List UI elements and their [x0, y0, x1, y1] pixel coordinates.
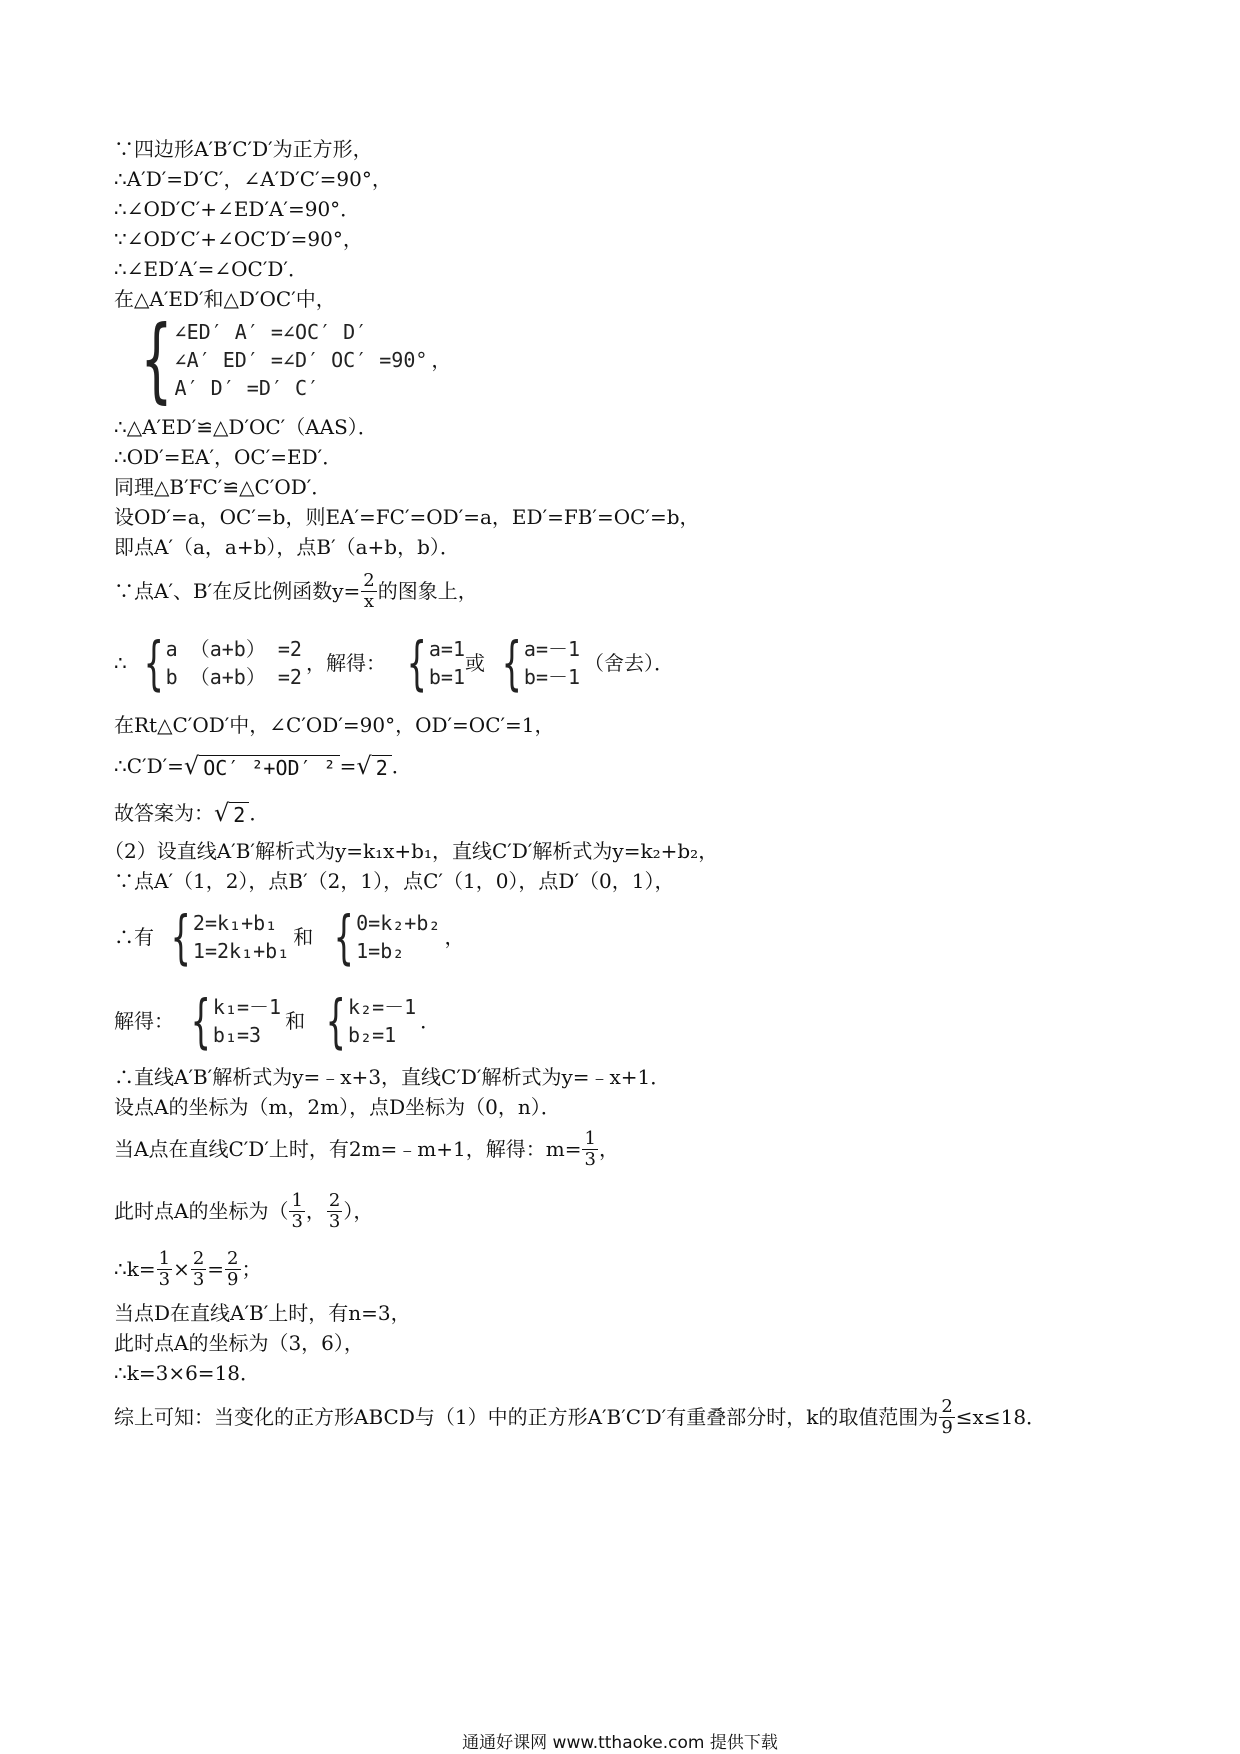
fraction-denominator: x — [363, 590, 375, 612]
text-fragment: × — [173, 1257, 190, 1281]
equation-row: 1=2k₁+b₁ — [192, 939, 290, 963]
fraction-numerator: 1 — [158, 1247, 171, 1269]
equation-row: a （a+b） =2 — [165, 637, 302, 661]
text-fragment: ， — [598, 1137, 619, 1161]
answer-line — [114, 796, 269, 830]
text-fragment: 和 — [293, 925, 314, 949]
text-fragment: ）， — [343, 1199, 374, 1223]
text-fragment: ∴k= — [114, 1257, 156, 1281]
text-fragment: = — [207, 1257, 225, 1281]
equation-row: 1=b₂ — [356, 939, 405, 963]
text-line: 当点D在直线A′B′上时，有n=3， — [114, 1301, 411, 1325]
text-fragment: ． — [249, 801, 270, 825]
text-fragment: ∴C′D′= — [114, 754, 184, 778]
text-fragment: ≤x≤18． — [955, 1405, 1047, 1429]
equation-row: k₂=－1 — [347, 995, 417, 1019]
text-fragment: 综上可知：当变化的正方形ABCD与（1）中的正方形A′B′C′D′有重叠部分时，k的取值范围为 — [114, 1405, 939, 1429]
equation-row: A′ D′ =D′ C′ — [174, 376, 320, 400]
equation-line-solutions — [114, 986, 444, 1056]
equation-row: 2=k₁+b₁ — [192, 911, 278, 935]
equation-system-congruence — [114, 306, 455, 413]
text-fragment: 的图象上， — [377, 579, 478, 603]
text-line: ∵四边形A′B′C′D′为正方形， — [114, 137, 373, 161]
page-footer: 通通好课网 www.tthaoke.com 提供下载 — [462, 1733, 778, 1753]
punctuation: ， — [431, 348, 452, 372]
equation-system: { a=1 b=1 — [406, 629, 465, 697]
equation-row: a=－1 — [523, 637, 581, 661]
text-line: ∴∠ED′A′=∠OC′D′． — [114, 257, 308, 281]
text-fragment: ∴ — [114, 651, 127, 675]
equation-row: b₁=3 — [212, 1023, 262, 1047]
text-line-conclusion — [114, 1392, 1046, 1442]
text-fragment: = — [339, 754, 357, 778]
text-line: 设OD′=a，OC′=b，则EA′=FC′=OD′=a，ED′=FB′=OC′=b， — [114, 505, 700, 529]
text-line: 此时点A的坐标为（3，6）， — [114, 1331, 364, 1355]
fraction — [191, 1249, 206, 1290]
text-fragment: ∴有 — [114, 925, 154, 949]
text-fragment: 和 — [285, 1009, 306, 1033]
text-line: 在△A′ED′和△D′OC′中， — [114, 287, 336, 311]
fraction-numerator: 2 — [363, 569, 375, 591]
equation-system: { a （a+b） =2 b （a+b） =2 — [143, 629, 302, 697]
fraction — [327, 1191, 342, 1232]
text-fragment: ． — [420, 1009, 441, 1033]
fraction — [361, 571, 376, 612]
fraction-denominator: 3 — [328, 1210, 341, 1232]
text-fragment: ∵点A′、B′在反比例函数y= — [114, 579, 361, 603]
text-line: ∴△A′ED′≌△D′OC′（AAS）． — [114, 415, 378, 439]
text-line: 在Rt△C′OD′中，∠C′OD′=90°，OD′=OC′=1， — [114, 713, 555, 737]
text-fragment: 当A点在直线C′D′上时，有2m=﹣m+1，解得：m= — [114, 1137, 582, 1161]
text-line-m-solution — [114, 1124, 619, 1174]
text-fragment: ， — [444, 925, 465, 949]
fraction-denominator: 3 — [192, 1268, 205, 1290]
equation-row: k₁=－1 — [212, 995, 282, 1019]
text-fragment: 故答案为： — [114, 801, 214, 825]
fraction-denominator: 9 — [941, 1416, 953, 1438]
equation-line-systems — [114, 902, 468, 972]
text-fragment: ， — [305, 1199, 326, 1223]
text-line: ∵点A′（1，2），点B′（2，1），点C′（1，0），点D′（0，1）， — [114, 869, 675, 893]
text-line: ∴∠OD′C′+∠ED′A′=90°． — [114, 197, 361, 221]
equation-row: b₂=1 — [347, 1023, 397, 1047]
text-line-k-value — [114, 1244, 262, 1294]
equation-system: { k₂=－1 b₂=1 — [325, 987, 417, 1055]
text-fragment: ，解得： — [305, 651, 386, 675]
text-line: ∴直线A′B′解析式为y=﹣x+3，直线C′D′解析式为y=﹣x+1． — [114, 1065, 671, 1089]
text-fragment: 解得： — [114, 1009, 174, 1033]
fraction-denominator: 3 — [584, 1148, 596, 1170]
text-line: ∴k=3×6=18． — [114, 1361, 261, 1385]
equation-row: ∠A′ ED′ =∠D′ OC′ =90° — [174, 348, 428, 372]
square-root: √ OC′ ²+OD′ ² — [184, 752, 340, 780]
square-root: √ 2 — [214, 799, 249, 827]
fraction-numerator: 2 — [328, 1189, 341, 1211]
text-fragment: 或 — [465, 651, 485, 675]
fraction-numerator: 1 — [291, 1189, 303, 1211]
text-line: ∴OD′=EA′，OC′=ED′． — [114, 445, 343, 469]
equation-line-solve-ab — [114, 630, 678, 696]
fraction-denominator: 3 — [291, 1210, 303, 1232]
radicand: 2 — [229, 802, 249, 827]
equation-row: ∠ED′ A′ =∠OC′ D′ — [174, 320, 368, 344]
text-line: 即点A′（a，a+b），点B′（a+b，b）． — [114, 535, 460, 559]
text-fragment: 此时点A的坐标为（ — [114, 1199, 289, 1223]
text-fragment: ． — [391, 754, 412, 778]
fraction-numerator: 2 — [227, 1247, 239, 1269]
text-line: 设点A的坐标为（m，2m），点D坐标为（0，n）． — [114, 1095, 561, 1119]
equation-system: { ∠ED′ A′ =∠OC′ D′ ∠A′ ED′ =∠D′ OC′ =90° A′ D′ =D′ C′ — [140, 306, 428, 413]
text-line-point-a — [114, 1186, 373, 1236]
equation-row: 0=k₂+b₂ — [356, 911, 441, 935]
fraction-denominator: 3 — [158, 1268, 171, 1290]
text-line-inverse-function — [114, 566, 478, 616]
fraction — [939, 1397, 954, 1438]
text-fragment: （舍去）． — [584, 651, 675, 675]
text-line: 同理△B′FC′≌△C′OD′． — [114, 475, 332, 499]
text-line: （2）设直线A′B′解析式为y=k₁x+b₁，直线C′D′解析式为y=k₂+b₂， — [104, 839, 719, 863]
equation-system: { k₁=－1 b₁=3 — [190, 987, 282, 1055]
fraction — [225, 1249, 240, 1290]
radicand: 2 — [372, 755, 392, 780]
radicand: OC′ ²+OD′ ² — [199, 755, 339, 780]
text-line: ∴A′D′=D′C′，∠A′D′C′=90°， — [114, 167, 392, 191]
fraction-numerator: 1 — [584, 1127, 596, 1149]
square-root: √ 2 — [356, 752, 391, 780]
equation-row: b （a+b） =2 — [165, 665, 302, 689]
equation-row: b=－1 — [523, 665, 581, 689]
equation-system: { 0=k₂+b₂ 1=b₂ — [333, 903, 441, 971]
fraction — [289, 1191, 304, 1232]
fraction — [157, 1249, 172, 1290]
fraction-numerator: 2 — [941, 1395, 953, 1417]
text-line: ∵∠OD′C′+∠OC′D′=90°， — [114, 227, 363, 251]
equation-system: { 2=k₁+b₁ 1=2k₁+b₁ — [170, 903, 290, 971]
equation-row: a=1 — [428, 637, 465, 661]
text-fragment: ； — [241, 1257, 262, 1281]
fraction-numerator: 2 — [192, 1247, 205, 1269]
equation-system: { a=－1 b=－1 — [501, 629, 581, 697]
equation-line-sqrt — [114, 744, 412, 788]
equation-row: b=1 — [428, 665, 465, 689]
fraction — [582, 1129, 597, 1170]
fraction-denominator: 9 — [227, 1268, 239, 1290]
